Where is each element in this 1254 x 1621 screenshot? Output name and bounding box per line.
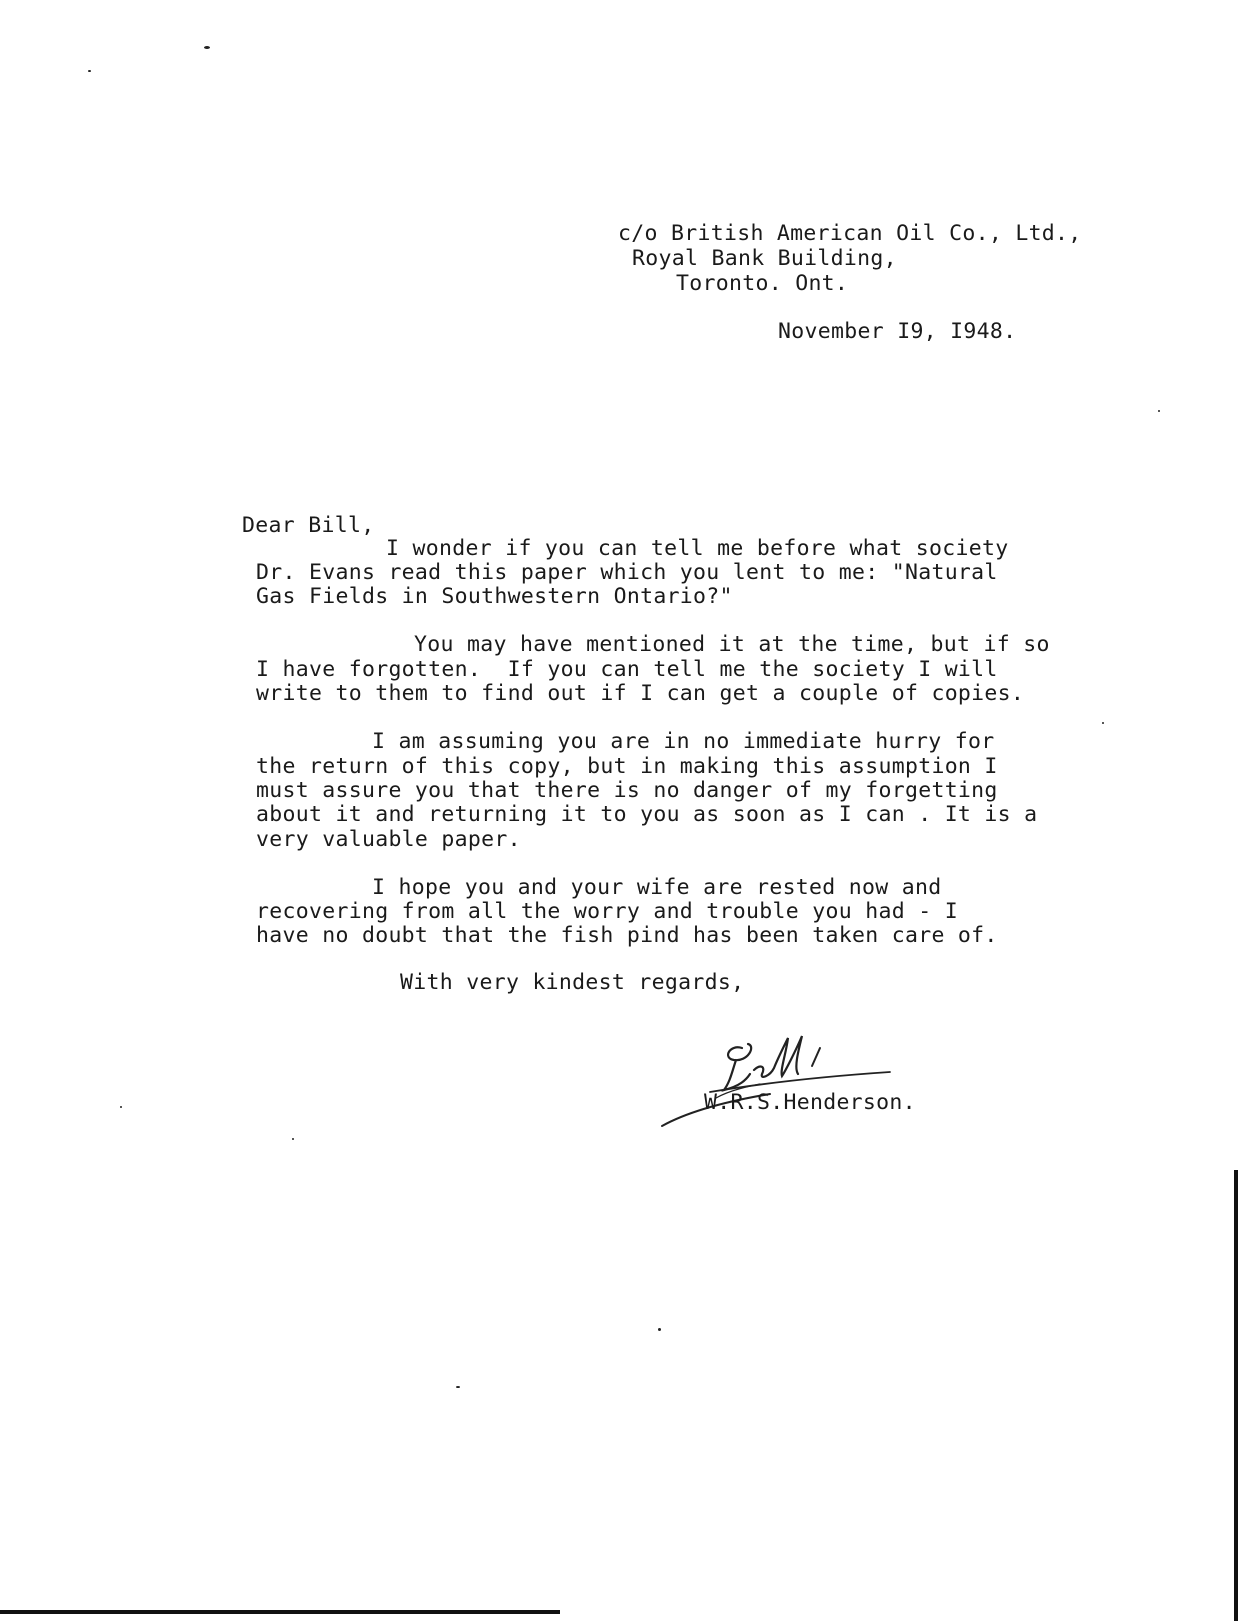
paragraph-1-line-2: Dr. Evans read this paper which you lent to me: "Natural: [256, 560, 998, 585]
paragraph-2-line-1: You may have mentioned it at the time, but if so: [414, 632, 1050, 657]
letter-date: November I9, I948.: [778, 319, 1017, 344]
scan-speck: [292, 1138, 294, 1140]
paragraph-3-line-2: the return of this copy, but in making this assumption I: [256, 754, 998, 779]
address-line-3: Toronto. Ont.: [676, 271, 849, 296]
handwritten-signature: [660, 1030, 910, 1140]
paragraph-3-line-4: about it and returning it to you as soon as I can . It is a: [256, 802, 1038, 827]
scan-edge-bottom: [0, 1610, 560, 1614]
scan-speck: [204, 46, 210, 49]
scan-speck: [88, 70, 91, 72]
scan-speck: [658, 1328, 661, 1331]
salutation: Dear Bill,: [242, 513, 375, 538]
scan-speck: [120, 1106, 122, 1108]
paragraph-2-line-2: I have forgotten. If you can tell me the society I will: [256, 657, 998, 682]
paragraph-2-line-3: write to them to find out if I can get a couple of copies.: [256, 681, 1025, 706]
address-line-2: Royal Bank Building,: [632, 246, 897, 271]
closing: With very kindest regards,: [400, 970, 745, 995]
paragraph-3-line-5: very valuable paper.: [256, 827, 521, 852]
scan-speck: [1158, 410, 1160, 412]
paragraph-1-line-3: Gas Fields in Southwestern Ontario?": [256, 584, 733, 609]
scan-speck: [456, 1386, 460, 1388]
paragraph-4-line-2: recovering from all the worry and trouble you had - I: [256, 899, 958, 924]
signatory-name: W.R.S.Henderson.: [704, 1090, 916, 1115]
paragraph-3-line-3: must assure you that there is no danger of my forgetting: [256, 778, 998, 803]
scan-speck: [1102, 722, 1104, 724]
paragraph-3-line-1: I am assuming you are in no immediate hurry for: [372, 729, 995, 754]
scan-edge-right: [1234, 1170, 1238, 1621]
paragraph-4-line-1: I hope you and your wife are rested now and: [372, 875, 942, 900]
address-line-1: c/o British American Oil Co., Ltd.,: [618, 221, 1082, 246]
paragraph-4-line-3: have no doubt that the fish pind has been taken care of.: [256, 923, 998, 948]
paragraph-1-line-1: I wonder if you can tell me before what society: [386, 536, 1009, 561]
